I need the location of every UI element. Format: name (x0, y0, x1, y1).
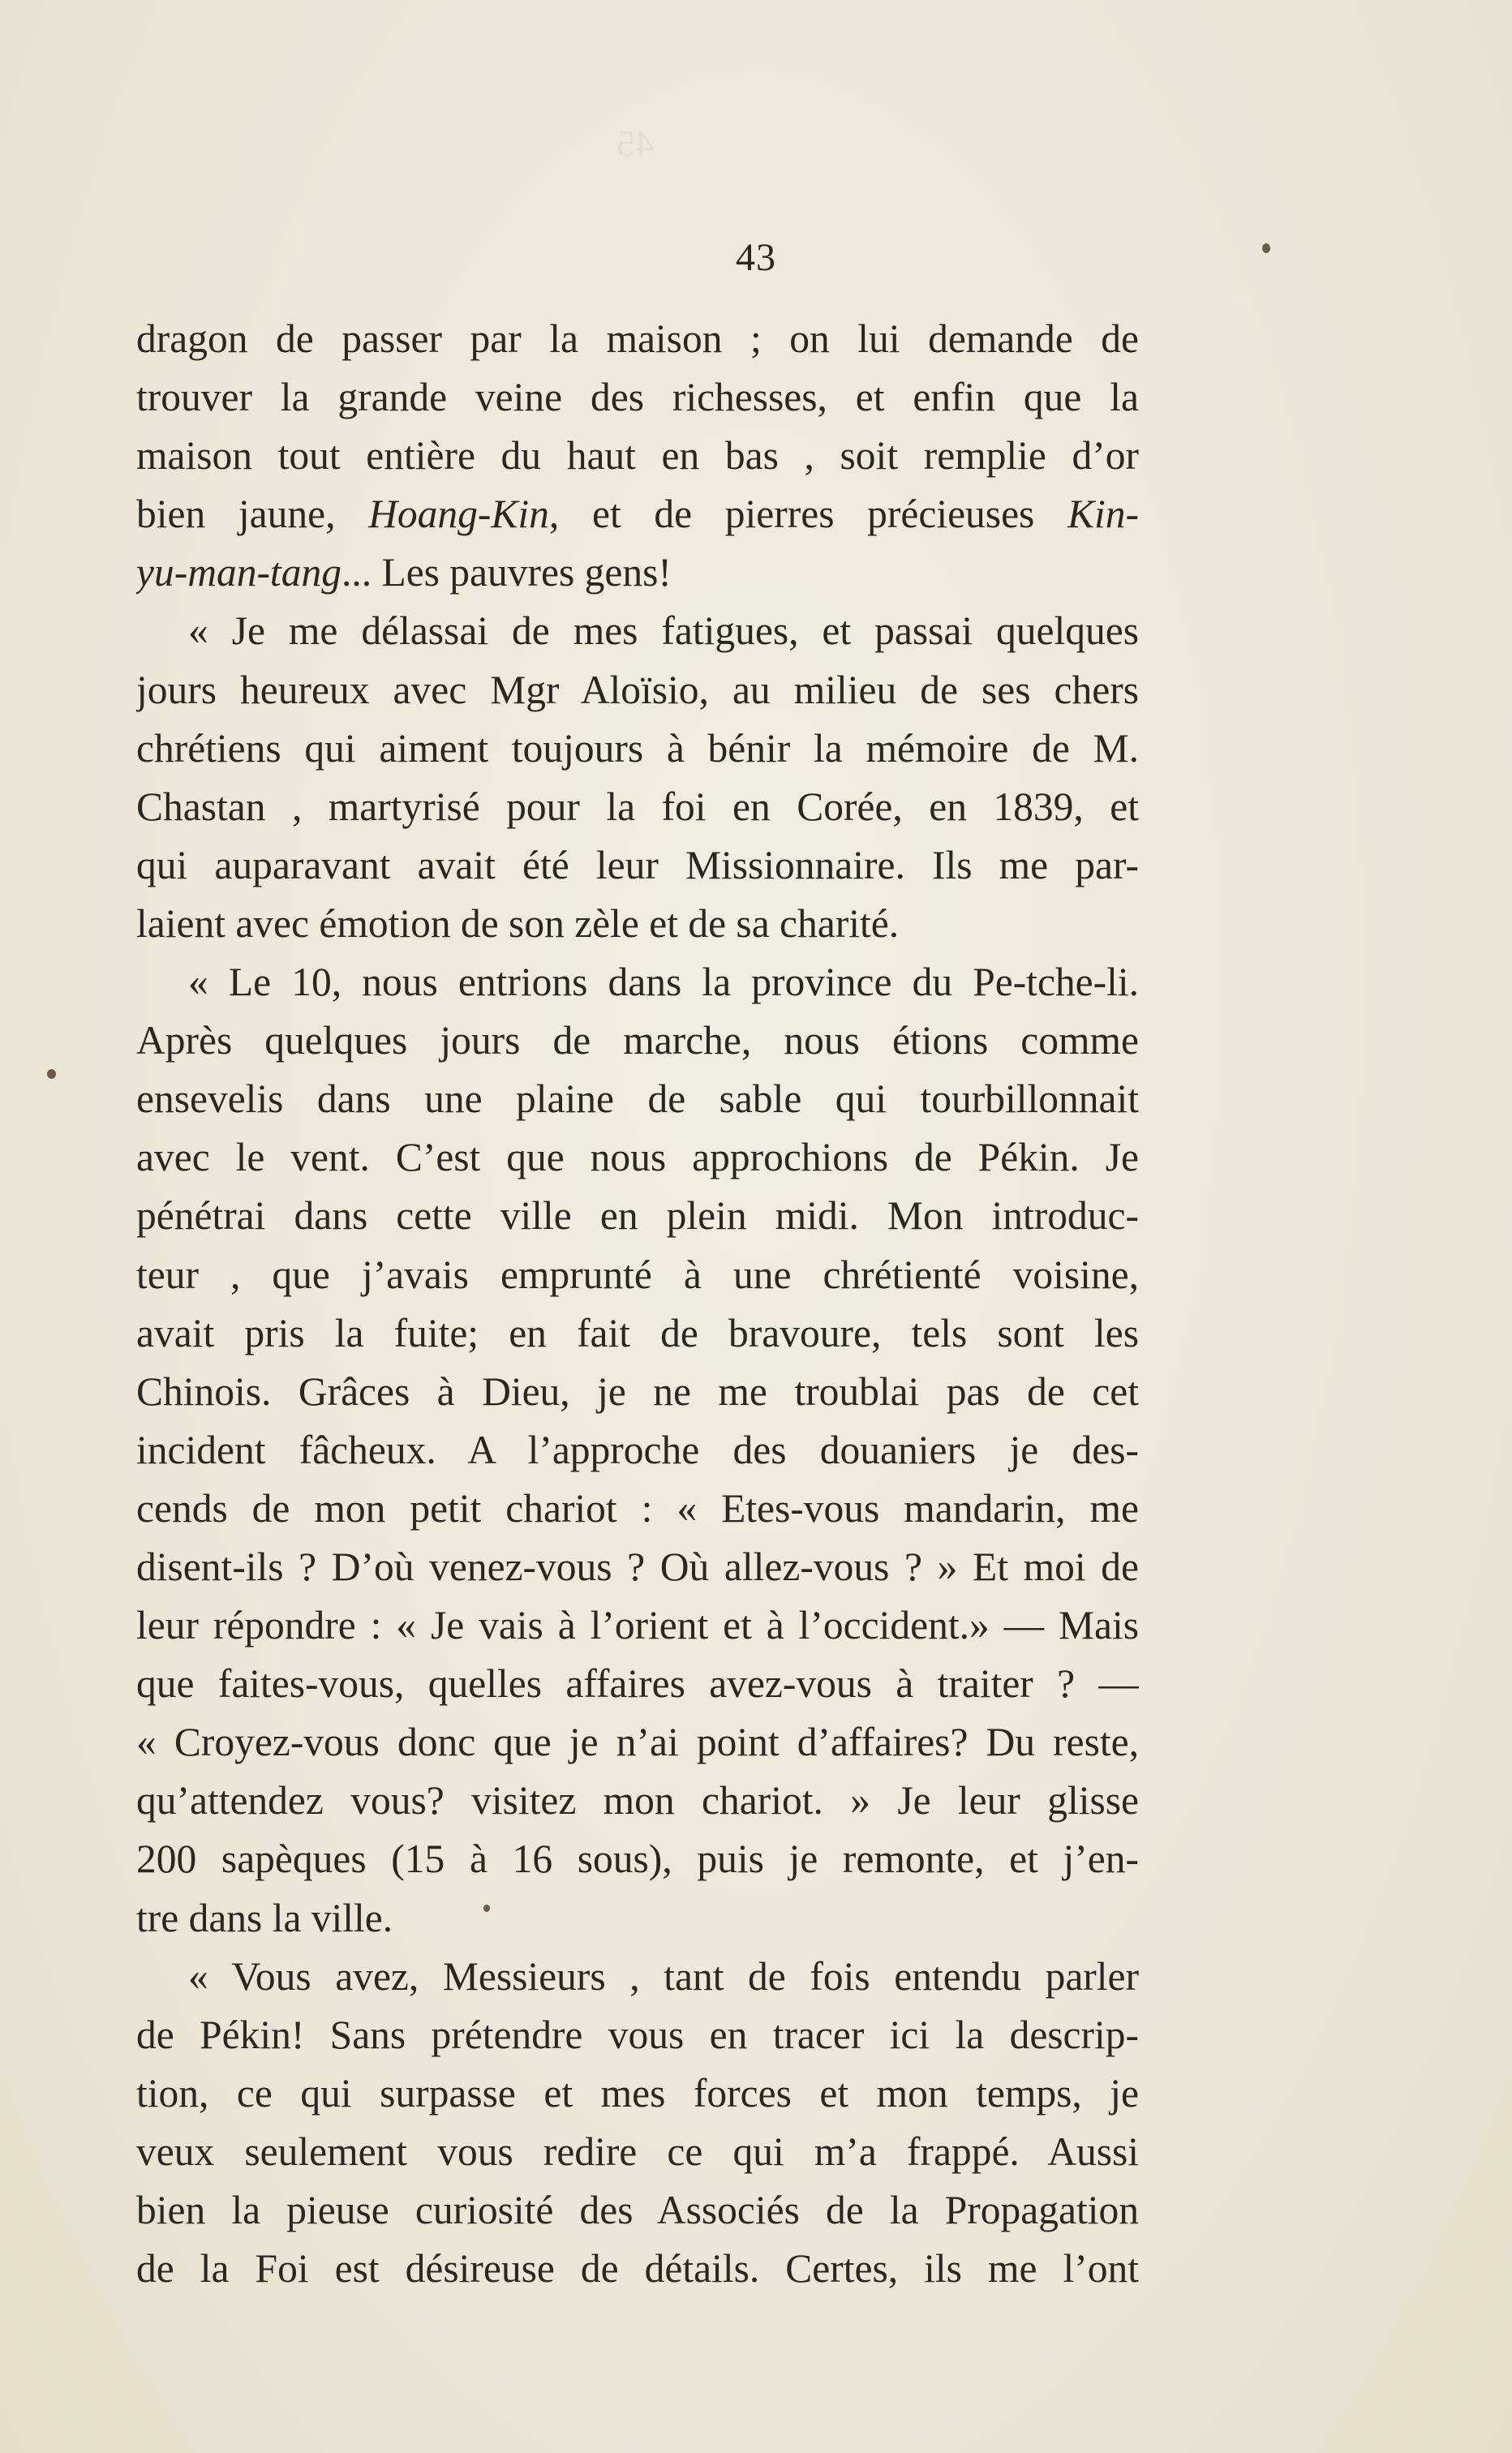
text-run: bien la pieuse curiosité des Associés de la Propagation (136, 2188, 1139, 2232)
text-line (136, 2064, 1139, 2123)
text-run: maison tout entière du haut en bas , soit remplie d’or (136, 433, 1139, 479)
text-line (136, 1480, 1139, 1538)
text-line (136, 1070, 1139, 1128)
text-run: teur , que j’avais emprunté à une chrétienté voisine, (136, 1252, 1139, 1297)
ink-spot-top-right (1262, 243, 1270, 253)
text-line (136, 1128, 1139, 1187)
text-run: qui auparavant avait été leur Missionnaire. Ils me par- (136, 842, 1139, 887)
italic-term: yu-man-tang (136, 550, 341, 595)
text-run: que faites-vous, quelles affaires avez-vous à traiter ? — (136, 1661, 1139, 1707)
text-run: Chinois. Grâces à Dieu, je ne me troublai pas de cet (136, 1368, 1139, 1414)
text-line (136, 1304, 1139, 1363)
text-line (136, 368, 1139, 427)
text-line (136, 661, 1139, 720)
text-run: qu’attendez vous? visitez mon chariot. » Je leur glisse (136, 1778, 1139, 1824)
text-line (136, 1830, 1139, 1888)
text-run: « Le 10, nous entrions dans la province du Pe-tche-li. (188, 960, 1139, 1005)
text-run: ... Les pauvres gens! (341, 550, 672, 595)
text-line (136, 836, 1139, 895)
italic-term: Kin- (1067, 492, 1139, 537)
text-run: disent-ils ? D’où venez-vous ? Où allez-vous ? » Et moi de (136, 1544, 1139, 1589)
text-run: tion, ce qui surpasse et mes forces et mon temps, je (136, 2070, 1139, 2116)
text-line (136, 2240, 1139, 2298)
text-run: veux seulement vous redire ce qui m’a frappé. Aussi (136, 2129, 1139, 2174)
text-line (136, 1538, 1139, 1596)
text-line (136, 602, 1139, 660)
text-line (136, 2181, 1139, 2240)
text-line (136, 1889, 1139, 1948)
text-run: Après quelques jours de marche, nous étions comme (136, 1018, 1139, 1063)
ink-spot-left-margin (47, 1069, 56, 1079)
text-line (136, 427, 1139, 485)
text-line (136, 1772, 1139, 1830)
text-line (136, 2006, 1139, 2064)
text-run: leur répondre : « Je vais à l’orient et à l’occident.» — Mais (136, 1603, 1139, 1648)
text-line (136, 1421, 1139, 1480)
text-run: de la Foi est désireuse de détails. Certes, ils me l’ont (136, 2246, 1139, 2292)
text-line (136, 953, 1139, 1012)
text-run: avait pris la fuite; en fait de bravoure, tels sont les (136, 1310, 1139, 1355)
text-line (136, 720, 1139, 778)
text-line (136, 485, 1139, 543)
page-number: 43 (736, 236, 776, 279)
text-line (136, 1012, 1139, 1070)
text-line (136, 1187, 1139, 1245)
italic-term: Hoang-Kin (368, 492, 549, 537)
text-line (136, 1713, 1139, 1772)
ink-spot-mid (483, 1905, 490, 1912)
text-line (136, 895, 1139, 953)
text-run: chrétiens qui aiment toujours à bénir la mémoire de M. (136, 725, 1139, 771)
text-line (136, 543, 1139, 602)
text-run: jours heureux avec Mgr Aloïsio, au milieu de ses chers (136, 667, 1139, 712)
text-run: incident fâcheux. A l’approche des douaniers je des- (136, 1427, 1139, 1472)
text-run: Chastan , martyrisé pour la foi en Corée, en 1839, et (136, 784, 1139, 829)
text-run: 200 sapèques (15 à 16 sous), puis je remonte, et j’en- (136, 1837, 1139, 1882)
text-run: dragon de passer par la maison ; on lui demande de (136, 316, 1139, 361)
body-text (136, 310, 1139, 2298)
text-run: pénétrai dans cette ville en plein midi. Mon introduc- (136, 1193, 1139, 1239)
text-run: de Pékin! Sans prétendre vous en tracer ici la descrip- (136, 2012, 1139, 2057)
text-line (136, 310, 1139, 368)
text-run: , et de pierres précieuses (548, 492, 1067, 537)
text-run: « Je me délassai de mes fatigues, et passai quelques (188, 608, 1139, 654)
text-run: « Vous avez, Messieurs , tant de fois entendu parler (188, 1953, 1139, 1999)
text-line (136, 1655, 1139, 1713)
text-line (136, 1948, 1139, 2006)
text-run: « Croyez-vous donc que je n’ai point d’affaires? Du reste, (136, 1720, 1139, 1765)
text-run: bien jaune, (136, 492, 369, 537)
text-run: ensevelis dans une plaine de sable qui tourbillonnait (136, 1076, 1139, 1122)
text-run: avec le vent. C’est que nous approchions de Pékin. Je (136, 1135, 1139, 1180)
text-line (136, 2123, 1139, 2181)
text-line (136, 1363, 1139, 1421)
text-line (136, 778, 1139, 836)
text-line (136, 1596, 1139, 1655)
text-line (136, 1246, 1139, 1304)
show-through-text: 45 (616, 122, 654, 164)
text-run: tre dans la ville. (136, 1895, 393, 1940)
text-run: trouver la grande veine des richesses, et enfin que la (136, 375, 1139, 420)
text-run: cends de mon petit chariot : « Etes-vous mandarin, me (136, 1485, 1139, 1531)
text-run: laient avec émotion de son zèle et de sa charité. (136, 900, 900, 946)
